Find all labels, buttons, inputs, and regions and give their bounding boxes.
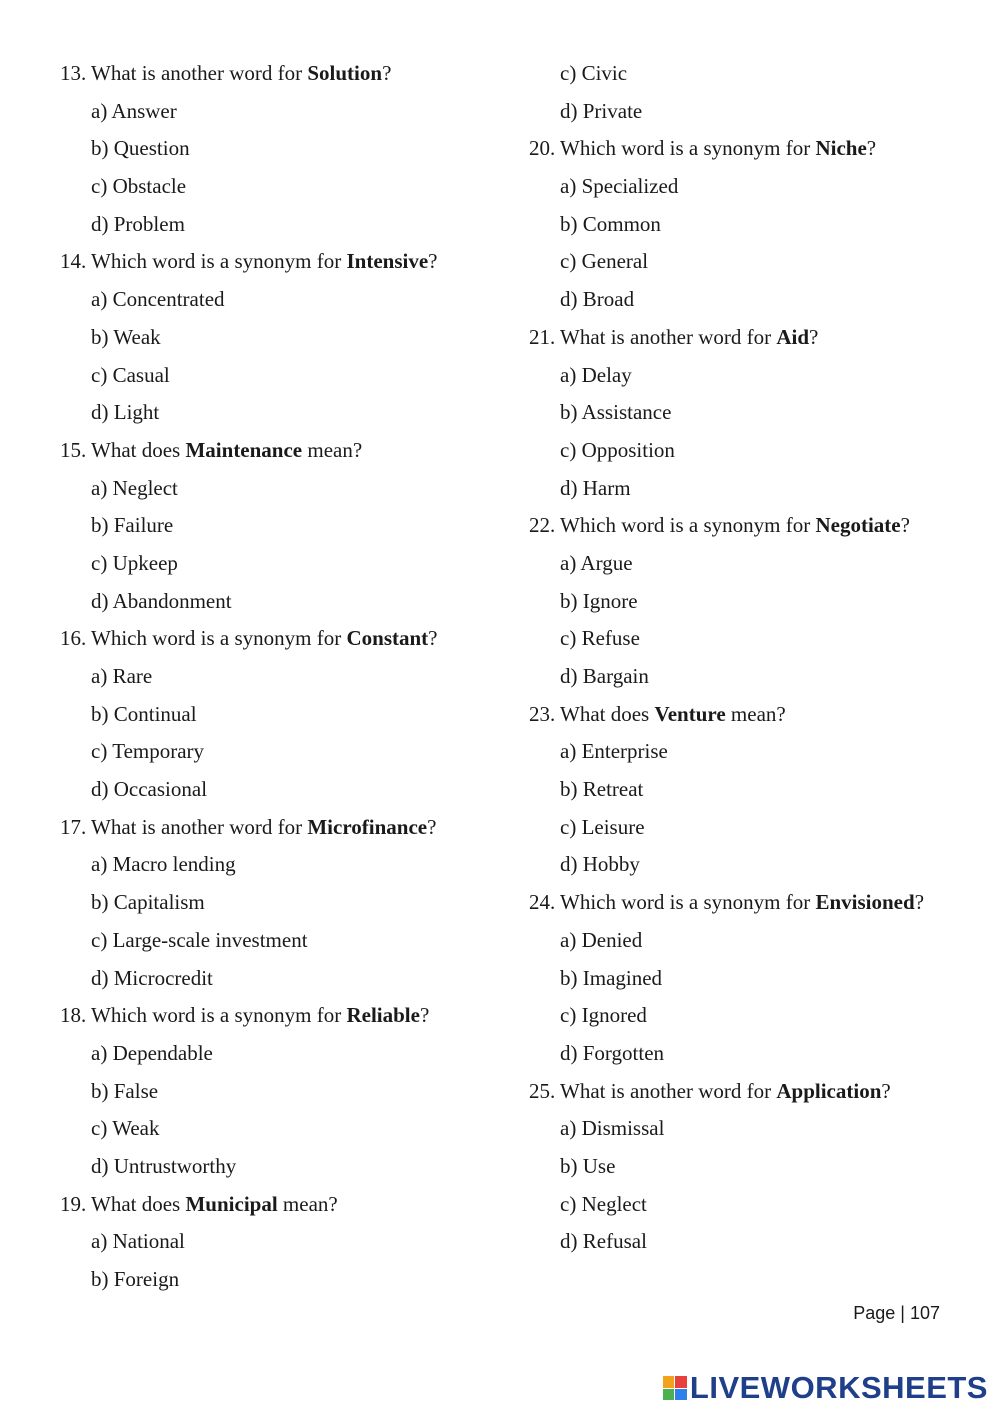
option-letter: b): [91, 513, 109, 538]
question-text: [91, 1186, 338, 1224]
question-prefix: Which word is a synonym for: [91, 626, 347, 651]
question-keyword: Intensive: [346, 249, 429, 274]
answer-option[interactable]: [529, 922, 969, 960]
question-keyword: Maintenance: [185, 437, 303, 462]
question-number: 25.: [529, 1078, 556, 1103]
option-text: Common: [582, 211, 661, 236]
option-letter: a): [560, 1116, 577, 1141]
option-letter: c): [91, 362, 108, 387]
question-prefix: What does: [560, 701, 655, 726]
option-text: Ignore: [582, 588, 638, 613]
option-letter: a): [560, 927, 577, 952]
option-text: Upkeep: [112, 550, 178, 575]
option-text: Answer: [111, 98, 177, 123]
question: [529, 319, 969, 357]
question: [60, 620, 500, 658]
answer-option[interactable]: [529, 206, 969, 244]
answer-option[interactable]: [529, 1186, 969, 1224]
option-letter: c): [560, 249, 577, 274]
option-text: Continual: [113, 701, 197, 726]
logo-square: [675, 1376, 687, 1388]
question-prefix: Which word is a synonym for: [560, 513, 816, 538]
question-text: [91, 620, 437, 658]
answer-option[interactable]: [60, 771, 500, 809]
option-text: Capitalism: [113, 890, 205, 915]
answer-option[interactable]: [60, 1035, 500, 1073]
answer-option[interactable]: [529, 1223, 969, 1261]
option-text: Bargain: [582, 664, 649, 688]
option-letter: d): [560, 287, 578, 312]
option-letter: a): [91, 1229, 108, 1254]
question-keyword: Municipal: [185, 1191, 278, 1216]
answer-option[interactable]: [529, 658, 969, 696]
question-text: [560, 130, 876, 168]
option-text: Enterprise: [581, 739, 668, 764]
option-letter: c): [560, 814, 577, 839]
question-suffix: mean?: [277, 1191, 338, 1216]
question: [60, 809, 500, 847]
option-letter: c): [91, 739, 108, 764]
question-keyword: Microfinance: [307, 814, 428, 839]
option-letter: c): [560, 1191, 577, 1216]
option-text: Retreat: [582, 777, 644, 802]
option-text: Leisure: [581, 814, 645, 839]
answer-option[interactable]: [60, 696, 500, 734]
answer-option[interactable]: [529, 168, 969, 206]
option-text: Neglect: [581, 1191, 647, 1216]
answer-option[interactable]: [60, 1073, 500, 1111]
question: [60, 432, 500, 470]
answer-option[interactable]: [529, 620, 969, 658]
option-letter: c): [560, 437, 577, 462]
question-suffix: ?: [809, 324, 819, 349]
option-text: Macro lending: [112, 852, 236, 877]
option-letter: c): [91, 1116, 108, 1141]
option-text: Harm: [582, 475, 631, 500]
question: [60, 243, 500, 281]
question-text: [560, 884, 924, 922]
question-suffix: mean?: [725, 701, 786, 726]
option-text: Obstacle: [112, 174, 187, 199]
answer-option[interactable]: [60, 1261, 500, 1299]
answer-option[interactable]: [529, 243, 969, 281]
option-letter: d): [560, 852, 578, 877]
option-letter: a): [91, 1040, 108, 1065]
answer-option[interactable]: [60, 470, 500, 508]
option-text: Abandonment: [112, 588, 232, 613]
option-letter: a): [560, 739, 577, 764]
option-text: Concentrated: [112, 287, 225, 312]
option-letter: d): [560, 1040, 578, 1065]
question-keyword: Solution: [307, 61, 383, 85]
question-keyword: Venture: [654, 701, 726, 726]
question-prefix: Which word is a synonym for: [91, 1003, 347, 1028]
answer-option[interactable]: [60, 357, 500, 395]
option-letter: a): [560, 362, 577, 387]
option-text: Imagined: [582, 965, 663, 990]
question: [60, 1186, 500, 1224]
option-text: False: [113, 1078, 159, 1103]
option-text: Opposition: [581, 437, 675, 462]
option-letter: b): [560, 588, 578, 613]
answer-option[interactable]: [529, 960, 969, 998]
question-keyword: Application: [776, 1078, 882, 1103]
answer-option[interactable]: [60, 206, 500, 244]
question-prefix: Which word is a synonym for: [91, 249, 347, 274]
option-letter: d): [560, 1229, 578, 1254]
option-text: Delay: [581, 362, 632, 387]
answer-option[interactable]: [60, 93, 500, 131]
answer-option[interactable]: [60, 1110, 500, 1148]
question-suffix: ?: [382, 61, 392, 85]
question-suffix: ?: [881, 1078, 891, 1103]
question-text: [91, 243, 437, 281]
answer-option[interactable]: [529, 545, 969, 583]
option-text: Failure: [113, 513, 174, 538]
answer-option[interactable]: [60, 733, 500, 771]
question-text: [91, 997, 429, 1035]
question-keyword: Negotiate: [815, 513, 901, 538]
option-text: Argue: [580, 550, 633, 575]
question-suffix: ?: [427, 814, 437, 839]
option-text: Broad: [582, 287, 635, 312]
option-letter: d): [91, 1153, 109, 1178]
question-number: 22.: [529, 513, 556, 538]
question-number: 14.: [60, 249, 87, 274]
question-text: [91, 55, 391, 93]
answer-option[interactable]: [60, 884, 500, 922]
option-text: Forgotten: [582, 1040, 665, 1065]
answer-option[interactable]: [60, 545, 500, 583]
question-number: 18.: [60, 1003, 87, 1028]
answer-option[interactable]: [529, 432, 969, 470]
option-text: Ignored: [581, 1003, 647, 1028]
option-letter: d): [560, 475, 578, 500]
option-text: Hobby: [582, 852, 640, 877]
liveworksheets-brand[interactable]: [663, 1370, 988, 1406]
option-text: Use: [582, 1153, 616, 1178]
option-letter: b): [91, 1267, 109, 1291]
option-text: Large-scale investment: [112, 927, 308, 952]
question-suffix: ?: [866, 136, 877, 161]
question-number: 19.: [60, 1191, 87, 1216]
option-text: Weak: [113, 324, 161, 349]
option-letter: c): [91, 927, 108, 952]
question-prefix: What does: [91, 1191, 186, 1216]
option-text: Civic: [581, 61, 628, 85]
question-suffix: ?: [428, 626, 438, 651]
question-prefix: Which word is a synonym for: [560, 136, 816, 161]
answer-option[interactable]: [60, 130, 500, 168]
option-letter: c): [560, 626, 577, 651]
option-letter: b): [560, 400, 578, 425]
brand-name: LIVEWORKSHEETS: [689, 1370, 988, 1405]
option-text: Light: [113, 400, 160, 425]
question-keyword: Niche: [815, 136, 867, 161]
option-letter: c): [91, 550, 108, 575]
question-text: [560, 507, 910, 545]
option-letter: c): [560, 61, 577, 85]
logo-square: [663, 1376, 675, 1388]
answer-option[interactable]: [60, 583, 500, 621]
answer-option[interactable]: [529, 1110, 969, 1148]
option-letter: b): [560, 965, 578, 990]
answer-option[interactable]: [529, 357, 969, 395]
option-letter: b): [91, 324, 109, 349]
question-number: 20.: [529, 136, 556, 161]
question-prefix: What is another word for: [560, 1078, 777, 1103]
answer-option[interactable]: [529, 1035, 969, 1073]
question: [529, 696, 969, 734]
option-letter: d): [91, 777, 109, 802]
option-letter: b): [91, 701, 109, 726]
option-letter: b): [560, 211, 578, 236]
question-suffix: ?: [914, 890, 925, 915]
option-letter: d): [560, 98, 578, 123]
answer-option[interactable]: [529, 1148, 969, 1186]
option-letter: b): [91, 136, 109, 161]
answer-option[interactable]: [529, 733, 969, 771]
option-letter: d): [91, 588, 109, 613]
question: [529, 884, 969, 922]
answer-option[interactable]: [529, 93, 969, 131]
answer-option[interactable]: [529, 394, 969, 432]
question: [60, 55, 500, 93]
question-prefix: What is another word for: [560, 324, 777, 349]
question-suffix: ?: [428, 249, 438, 274]
option-letter: d): [91, 400, 109, 425]
question: [529, 1073, 969, 1111]
answer-option[interactable]: [60, 281, 500, 319]
logo-square: [675, 1389, 687, 1401]
option-text: Temporary: [112, 739, 205, 764]
option-text: Dependable: [112, 1040, 213, 1065]
option-text: Microcredit: [113, 965, 213, 990]
answer-option[interactable]: [529, 809, 969, 847]
question-keyword: Reliable: [346, 1003, 420, 1028]
question-suffix: ?: [419, 1003, 430, 1028]
option-text: Specialized: [581, 174, 679, 199]
question-number: 21.: [529, 324, 556, 349]
answer-option[interactable]: [60, 922, 500, 960]
question-suffix: ?: [900, 513, 910, 538]
question-keyword: Aid: [776, 324, 810, 349]
answer-option[interactable]: [60, 960, 500, 998]
option-text: General: [581, 249, 649, 274]
answer-option[interactable]: [60, 394, 500, 432]
question-number: 23.: [529, 701, 556, 726]
option-text: Refusal: [582, 1229, 647, 1254]
answer-option[interactable]: [529, 846, 969, 884]
question-text: [91, 809, 436, 847]
answer-option[interactable]: [60, 658, 500, 696]
option-letter: c): [91, 174, 108, 199]
option-text: Casual: [112, 362, 170, 387]
page-number: Page | 107: [853, 1303, 940, 1323]
question-text: [560, 1073, 891, 1111]
answer-option[interactable]: [529, 281, 969, 319]
right-column: [529, 55, 969, 1261]
question: [529, 507, 969, 545]
answer-option[interactable]: [529, 583, 969, 621]
option-text: Foreign: [113, 1267, 180, 1291]
question-number: 13.: [60, 61, 87, 85]
option-letter: b): [91, 890, 109, 915]
question-number: 24.: [529, 890, 556, 915]
question-prefix: What does: [91, 437, 186, 462]
option-text: Problem: [113, 211, 185, 236]
option-text: Refuse: [581, 626, 640, 651]
answer-option[interactable]: [60, 319, 500, 357]
answer-option[interactable]: [60, 1148, 500, 1186]
question-prefix: What is another word for: [91, 61, 308, 85]
question-keyword: Constant: [346, 626, 429, 651]
option-letter: a): [560, 174, 577, 199]
answer-option[interactable]: [60, 846, 500, 884]
question-keyword: Envisioned: [815, 890, 915, 915]
option-text: Neglect: [112, 475, 178, 500]
answer-option[interactable]: [60, 168, 500, 206]
option-letter: a): [91, 287, 108, 312]
option-letter: c): [560, 1003, 577, 1028]
option-letter: a): [91, 475, 108, 500]
question-prefix: What is another word for: [91, 814, 308, 839]
question: [529, 130, 969, 168]
option-text: Question: [113, 136, 190, 161]
option-letter: b): [91, 1078, 109, 1103]
option-letter: b): [560, 1153, 578, 1178]
question-number: 16.: [60, 626, 87, 651]
answer-option[interactable]: [529, 55, 969, 93]
question-prefix: Which word is a synonym for: [560, 890, 816, 915]
option-text: Assistance: [581, 400, 672, 425]
option-text: Denied: [581, 927, 643, 952]
option-text: Occasional: [113, 777, 208, 802]
question-text: [91, 432, 362, 470]
answer-option[interactable]: [529, 997, 969, 1035]
answer-option[interactable]: [60, 1223, 500, 1261]
logo-square: [663, 1389, 675, 1401]
option-letter: a): [91, 664, 108, 688]
option-letter: d): [91, 211, 109, 236]
question: [60, 997, 500, 1035]
question-number: 17.: [60, 814, 87, 839]
option-text: Weak: [112, 1116, 160, 1141]
option-letter: d): [91, 965, 109, 990]
answer-option[interactable]: [60, 507, 500, 545]
question-text: [560, 319, 818, 357]
option-text: Rare: [112, 664, 153, 688]
left-column: [60, 55, 500, 1299]
option-letter: a): [91, 98, 108, 123]
liveworksheets-logo-icon: [663, 1376, 687, 1400]
option-text: National: [112, 1229, 185, 1254]
option-letter: b): [560, 777, 578, 802]
question-suffix: mean?: [302, 437, 363, 462]
answer-option[interactable]: [529, 771, 969, 809]
option-text: Dismissal: [581, 1116, 665, 1141]
answer-option[interactable]: [529, 470, 969, 508]
option-letter: d): [560, 664, 578, 688]
option-letter: a): [91, 852, 108, 877]
option-text: Untrustworthy: [113, 1153, 237, 1178]
question-number: 15.: [60, 437, 87, 462]
option-letter: a): [560, 550, 577, 575]
option-text: Private: [582, 98, 643, 123]
question-text: [560, 696, 786, 734]
